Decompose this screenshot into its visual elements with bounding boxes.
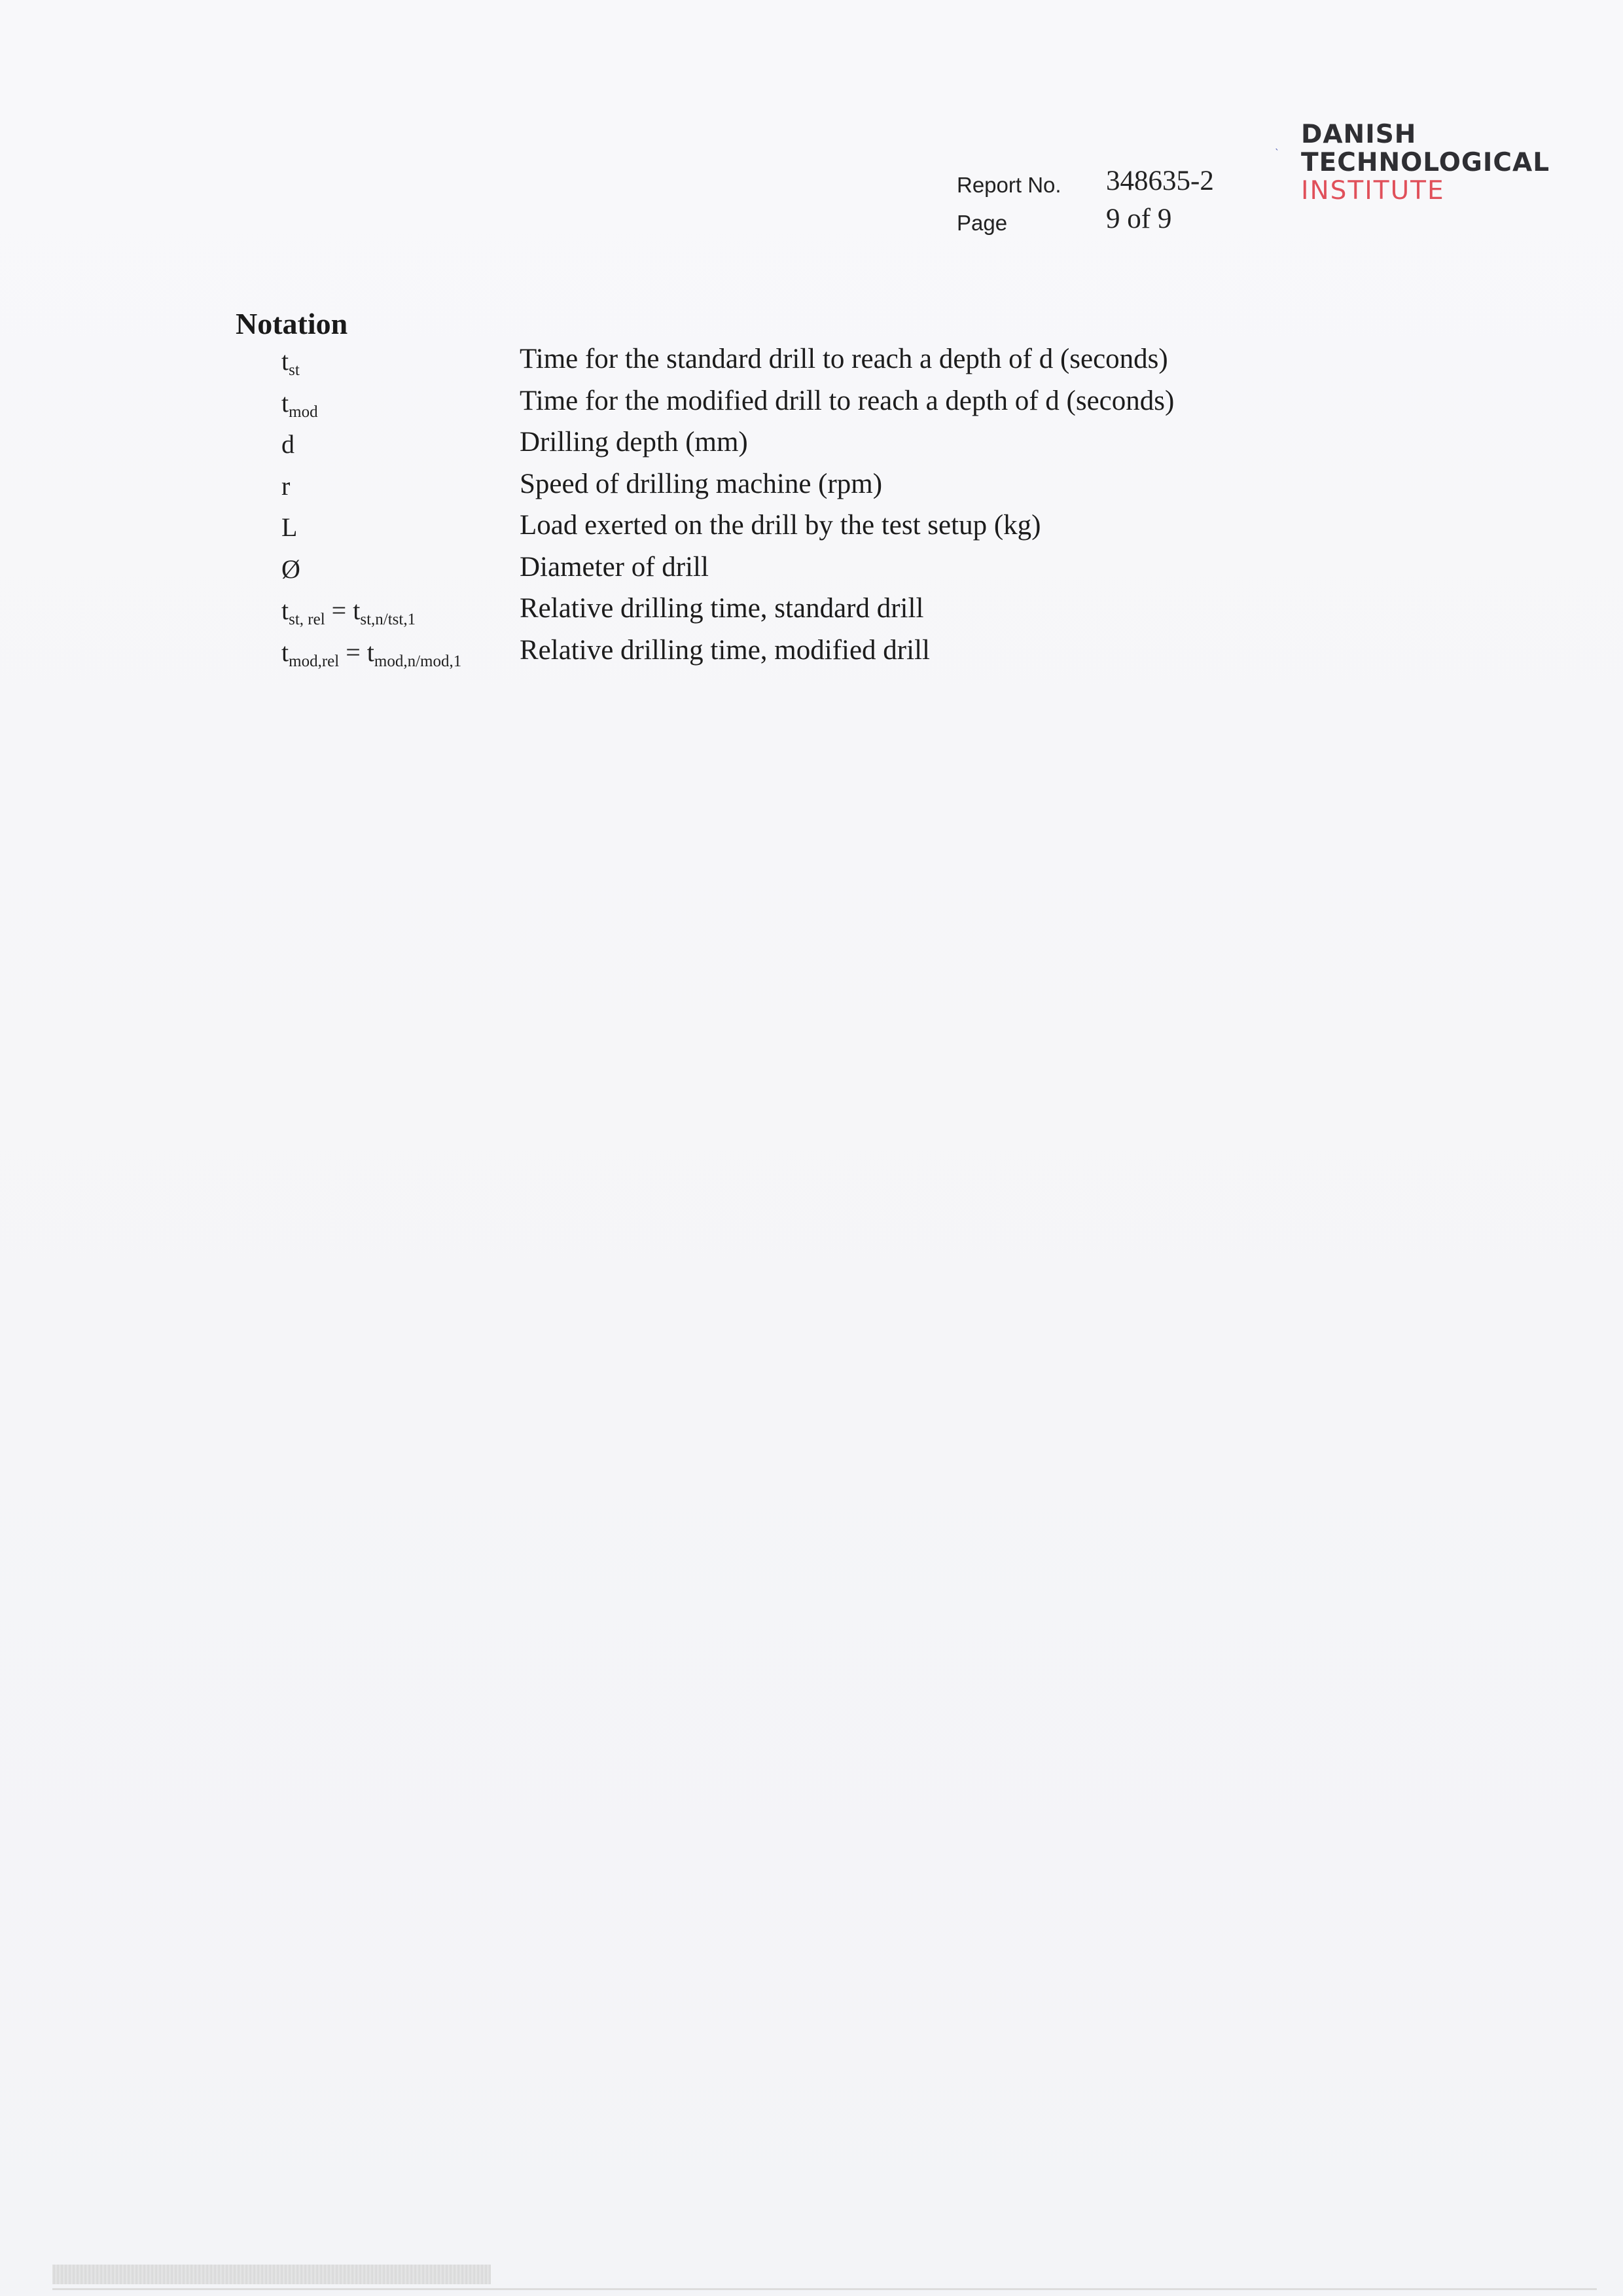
symbol-base: L xyxy=(281,512,298,542)
symbol-base: t xyxy=(281,596,289,625)
notation-description: Relative drilling time, modified drill xyxy=(520,634,930,666)
section-title: Notation xyxy=(236,307,348,340)
scan-artifact-strip xyxy=(52,2265,491,2284)
symbol-equals-subscript: st,n/tst,1 xyxy=(360,611,416,628)
symbol-subscript: mod,rel xyxy=(289,652,340,670)
page-value: 9 of 9 xyxy=(1106,204,1172,234)
symbol-subscript: mod xyxy=(289,403,318,421)
symbol-base: Ø xyxy=(281,554,300,584)
symbol-base: t xyxy=(281,346,289,376)
symbol-equals-base: = t xyxy=(339,637,374,667)
logo-mark-icon: ˎ xyxy=(1275,140,1279,151)
symbol-base: t xyxy=(281,387,289,418)
notation-description: Relative drilling time, standard drill xyxy=(520,593,924,624)
notation-symbol xyxy=(281,512,297,543)
notation-symbol xyxy=(281,429,294,459)
notation-symbol xyxy=(281,387,318,422)
symbol-base: t xyxy=(281,637,289,667)
notation-symbol xyxy=(281,554,300,584)
report-number-value: 348635-2 xyxy=(1106,166,1214,196)
notation-description: Time for the modified drill to reach a depth of d (seconds) xyxy=(520,385,1175,416)
notation-description: Load exerted on the drill by the test setup (kg) xyxy=(520,510,1041,541)
notation-symbol xyxy=(281,637,461,671)
report-number-label: Report No. xyxy=(957,173,1061,197)
symbol-subscript: st xyxy=(289,361,300,379)
notation-symbol xyxy=(281,471,290,501)
symbol-base: d xyxy=(281,429,294,459)
notation-symbol xyxy=(281,595,416,629)
notation-description: Speed of drilling machine (rpm) xyxy=(520,468,883,499)
notation-description: Diameter of drill xyxy=(520,551,709,583)
logo-line-1: DANISH xyxy=(1301,120,1417,149)
notation-symbol xyxy=(281,346,300,380)
symbol-equals-subscript: mod,n/mod,1 xyxy=(374,652,462,670)
symbol-equals-base: = t xyxy=(325,596,361,625)
logo-line-2: TECHNOLOGICAL xyxy=(1301,148,1550,177)
logo-line-3: INSTITUTE xyxy=(1301,176,1445,206)
company-logo xyxy=(1301,120,1550,205)
notation-description: Time for the standard drill to reach a depth of d (seconds) xyxy=(520,344,1168,374)
symbol-subscript: st, rel xyxy=(289,611,325,628)
page-label: Page xyxy=(957,211,1008,235)
notation-description: Drilling depth (mm) xyxy=(520,427,748,457)
scan-artifact-line xyxy=(52,2288,1597,2290)
symbol-base: r xyxy=(281,471,291,501)
